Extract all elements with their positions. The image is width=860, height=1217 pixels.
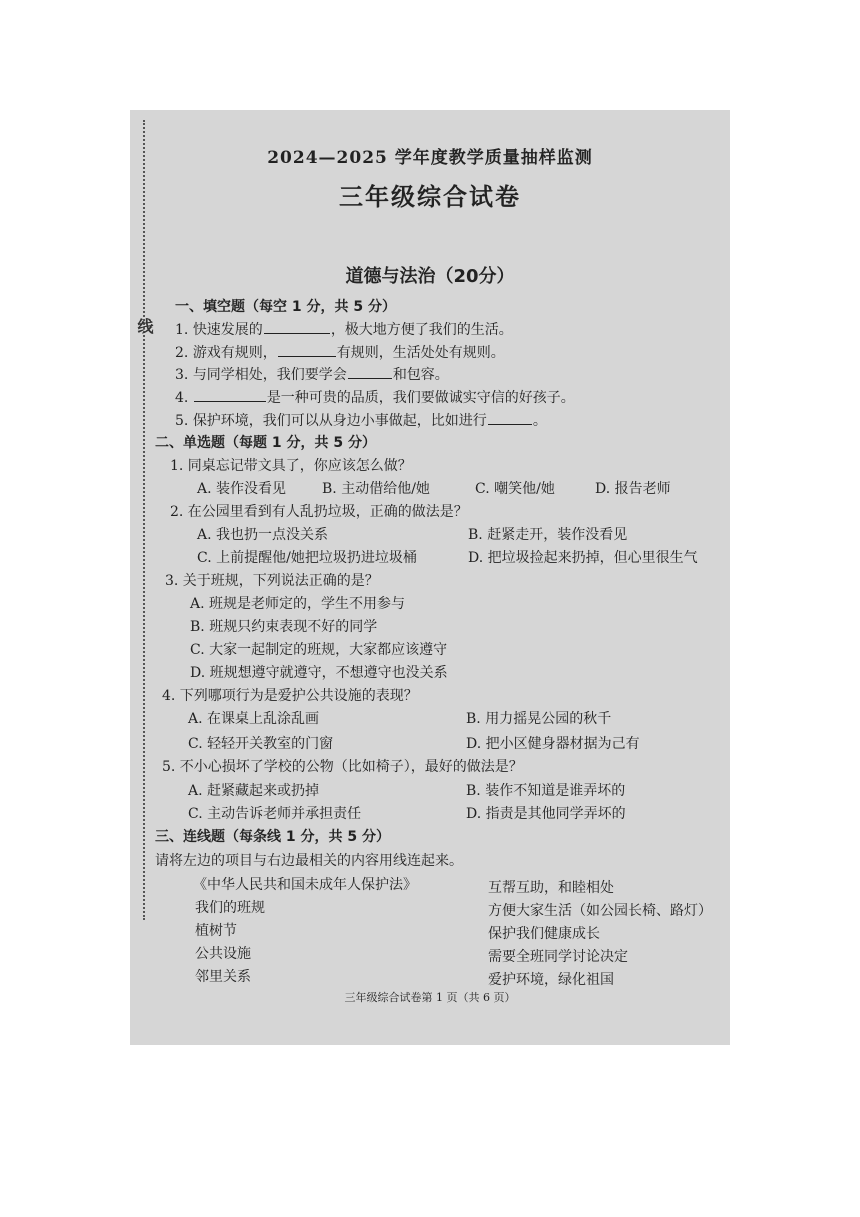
matching-instruction: 请将左边的项目与右边最相关的内容用线连起来。 <box>155 853 463 869</box>
mcq-2-option-c[interactable]: C. 上前提醒他/她把垃圾扔进垃圾桶 <box>197 550 417 566</box>
fill-item-2 <box>175 342 505 362</box>
mcq-3-option-d[interactable]: D. 班规想遵守就遵守，不想遵守也没关系 <box>190 665 448 681</box>
exam-year-line: 2024—2025 学年度教学质量抽样监测 <box>267 148 593 168</box>
fill-item-pre: 游戏有规则， <box>192 345 277 361</box>
fill-item-1 <box>175 319 513 339</box>
mcq-2-option-b[interactable]: B. 赶紧走开，装作没看见 <box>468 527 628 543</box>
mcq-1-option-c[interactable]: C. 嘲笑他/她 <box>475 481 555 497</box>
mcq-4-stem: 4. 下列哪项行为是爱护公共设施的表现？ <box>162 688 418 704</box>
fill-item-num: 2. <box>175 345 189 361</box>
answer-blank[interactable] <box>278 344 336 357</box>
fill-item-4 <box>175 387 575 407</box>
fill-item-post: ，极大地方便了我们的生活。 <box>330 322 513 338</box>
answer-blank[interactable] <box>348 366 392 379</box>
subject-heading: 道德与法治（20分） <box>345 266 515 287</box>
mcq-2-stem: 2. 在公园里看到有人乱扔垃圾，正确的做法是？ <box>170 504 468 520</box>
fill-item-num: 5. <box>175 413 189 429</box>
mcq-1-option-a[interactable]: A. 装作没看见 <box>197 481 287 497</box>
mcq-1-option-d[interactable]: D. 报告老师 <box>595 481 671 497</box>
mcq-4-option-d[interactable]: D. 把小区健身器材据为己有 <box>466 736 640 752</box>
answer-blank[interactable] <box>264 321 330 334</box>
mcq-4-option-c[interactable]: C. 轻轻开关教室的门窗 <box>188 736 334 752</box>
mcq-3-option-a[interactable]: A. 班规是老师定的，学生不用参与 <box>190 596 406 612</box>
fill-item-5 <box>175 410 547 430</box>
section3-heading: 三、连线题（每条线 1 分，共 5 分） <box>155 829 390 845</box>
fill-item-num: 3. <box>175 367 189 383</box>
mcq-3-option-c[interactable]: C. 大家一起制定的班规，大家都应该遵守 <box>190 642 448 658</box>
fill-item-post: 和包容。 <box>392 367 449 383</box>
mcq-5-option-b[interactable]: B. 装作不知道是谁弄坏的 <box>466 783 626 799</box>
matching-left-item-3[interactable]: 植树节 <box>195 923 237 939</box>
mcq-5-stem: 5. 不小心损坏了学校的公物（比如椅子），最好的做法是？ <box>162 759 523 775</box>
matching-right-item-1[interactable]: 互帮互助，和睦相处 <box>488 880 614 896</box>
matching-left-item-5[interactable]: 邻里关系 <box>195 969 251 985</box>
matching-right-item-5[interactable]: 爱护环境，绿化祖国 <box>488 972 614 988</box>
mcq-1-option-b[interactable]: B. 主动借给他/她 <box>322 481 430 497</box>
mcq-2-option-d[interactable]: D. 把垃圾捡起来扔掉，但心里很生气 <box>468 550 698 566</box>
fill-item-post: 。 <box>532 413 547 429</box>
fill-item-num: 4. <box>175 390 189 406</box>
mcq-5-option-a[interactable]: A. 赶紧藏起来或扔掉 <box>188 783 320 799</box>
mcq-3-stem: 3. 关于班规，下列说法正确的是？ <box>165 573 379 589</box>
matching-right-item-4[interactable]: 需要全班同学讨论决定 <box>488 949 628 965</box>
fill-item-num: 1. <box>175 322 189 338</box>
section1-heading: 一、填空题（每空 1 分，共 5 分） <box>175 299 396 315</box>
section2-heading: 二、单选题（每题 1 分，共 5 分） <box>155 435 376 451</box>
matching-right-item-2[interactable]: 方便大家生活（如公园长椅、路灯） <box>488 903 712 919</box>
page-footer: 三年级综合试卷第 1 页（共 6 页） <box>344 991 516 1004</box>
binding-mark: 线 <box>135 318 154 334</box>
answer-blank[interactable] <box>194 389 266 402</box>
exam-title: 三年级综合试卷 <box>339 183 521 211</box>
mcq-5-option-c[interactable]: C. 主动告诉老师并承担责任 <box>188 806 362 822</box>
fill-item-post: 有规则，生活处处有规则。 <box>336 345 505 361</box>
matching-left-item-4[interactable]: 公共设施 <box>195 946 251 962</box>
fill-item-pre: 保护环境，我们可以从身边小事做起，比如进行 <box>192 413 487 429</box>
matching-right-item-3[interactable]: 保护我们健康成长 <box>488 926 600 942</box>
fill-item-3 <box>175 364 449 384</box>
mcq-1-stem: 1. 同桌忘记带文具了，你应该怎么做？ <box>170 458 412 474</box>
mcq-4-option-a[interactable]: A. 在课桌上乱涂乱画 <box>188 711 320 727</box>
fill-item-pre: 与同学相处，我们要学会 <box>192 367 347 383</box>
mcq-2-option-a[interactable]: A. 我也扔一点没关系 <box>197 527 329 543</box>
mcq-5-option-d[interactable]: D. 指责是其他同学弄坏的 <box>466 806 626 822</box>
matching-left-item-1[interactable]: 《中华人民共和国未成年人保护法》 <box>193 877 417 893</box>
fill-item-post: 是一种可贵的品质，我们要做诚实守信的好孩子。 <box>266 390 575 406</box>
answer-blank[interactable] <box>488 412 532 425</box>
mcq-3-option-b[interactable]: B. 班规只约束表现不好的同学 <box>190 619 378 635</box>
matching-left-item-2[interactable]: 我们的班规 <box>195 900 265 916</box>
fill-item-pre: 快速发展的 <box>192 322 263 338</box>
binding-dotted-line <box>143 120 145 920</box>
mcq-4-option-b[interactable]: B. 用力摇晃公园的秋千 <box>466 711 612 727</box>
